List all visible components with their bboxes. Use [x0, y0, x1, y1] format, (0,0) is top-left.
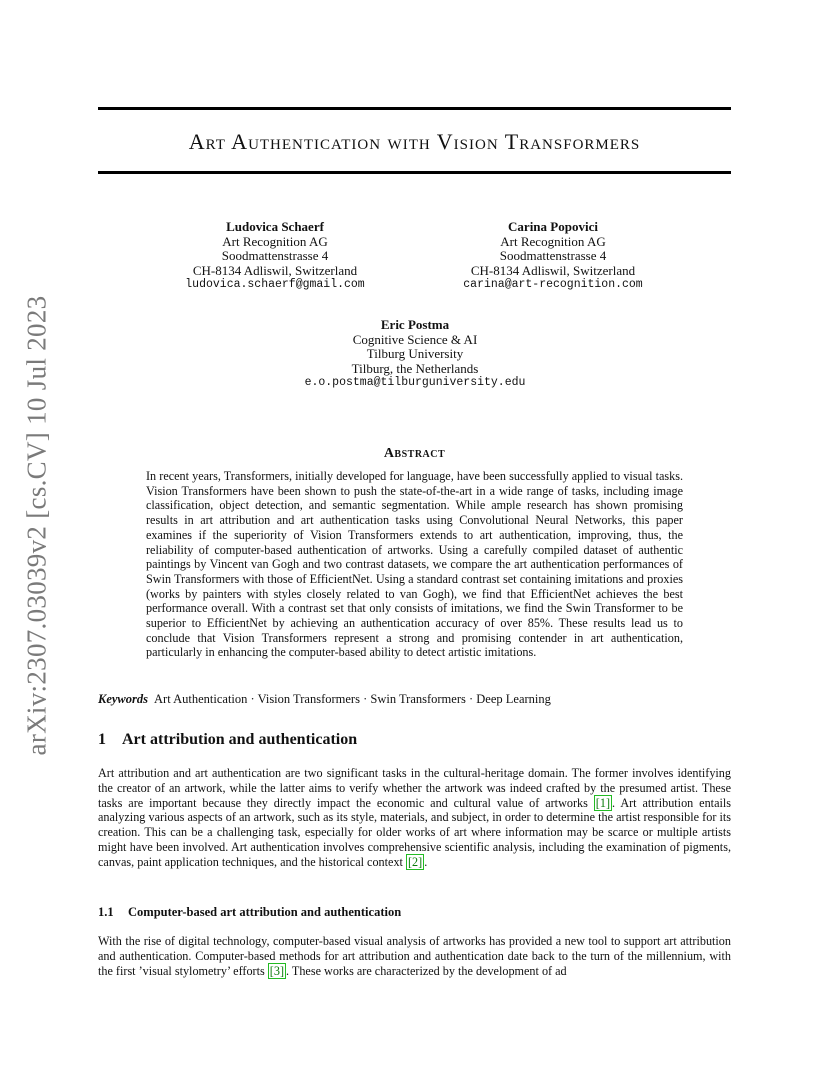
abstract-heading: Abstract — [383, 446, 446, 461]
author-block-2 — [448, 220, 658, 293]
author-street: Soodmattenstrasse 4 — [221, 248, 329, 264]
citation-link[interactable]: [2] — [407, 854, 423, 869]
section-number: 1 — [98, 731, 106, 748]
section-title: Art attribution and authentication — [122, 731, 358, 748]
paragraph-computer-based — [98, 934, 731, 978]
author-affiliation: Art Recognition AG — [222, 233, 328, 249]
subsection-heading — [98, 905, 401, 920]
paragraph-text: . — [424, 854, 428, 869]
author-street: Soodmattenstrasse 4 — [499, 248, 607, 264]
author-city: CH-8134 Adliswil, Switzerland — [470, 262, 636, 278]
citation-link[interactable]: [1] — [595, 795, 611, 810]
title-rule-top — [98, 107, 731, 110]
keywords-line — [98, 692, 731, 707]
author-email[interactable]: e.o.postma@tilburguniversity.edu — [304, 376, 526, 390]
keywords-list: Art Authentication · Vision Transformers · Swin Transformers · Deep Learning — [154, 692, 551, 706]
title-rule-bottom — [98, 171, 731, 174]
author-block-3 — [260, 318, 570, 391]
author-city: CH-8134 Adliswil, Switzerland — [192, 262, 358, 278]
author-email[interactable]: carina@art-recognition.com — [463, 278, 643, 292]
paragraph-text: . Art attribution entails analyzing various aspects of an artwork, such as its style, materials, and subject, in order to determine the artist responsible for its creation. This can be a challenging task, especially for older works of art where information may be scarce or multiple artists might have been involved. Art authentication involves comprehensive scientific analysis, including the examination of pigments, canvas, paint application techniques, and the historical context — [98, 795, 731, 869]
subsection-title: Computer-based art attribution and authentication — [128, 905, 402, 919]
author-name: Eric Postma — [380, 317, 450, 332]
paper-title: Art Authentication with Vision Transformers — [188, 129, 641, 154]
paragraph-intro — [98, 766, 731, 870]
subsection-number: 1.1 — [98, 905, 114, 919]
author-city: Tilburg, the Netherlands — [351, 360, 479, 376]
author-email[interactable]: ludovica.schaerf@gmail.com — [185, 278, 365, 292]
paragraph-text: . These works are characterized by the development of ad — [286, 963, 567, 978]
citation-link[interactable]: [3] — [269, 963, 285, 978]
author-street: Tilburg University — [366, 346, 464, 362]
author-name: Ludovica Schaerf — [226, 219, 324, 234]
author-affiliation: Cognitive Science & AI — [352, 331, 478, 347]
abstract-text: In recent years, Transformers, initially developed for language, have been successfully applied to visual tasks. Vision Transformers have been shown to push the state-of-the-art in a wide range of tasks, including image classification, object detection, and semantic segmentation. While ample research has shown promising results in art attribution and art authentication tasks using Convolutional Neural Networks, this paper examines if the superiority of Vision Transformers extends to art authentication, improving, thus, the reliability of computer-based authentication of artworks. Using a carefully compiled dataset of authentic paintings by Vincent van Gogh and two contrast datasets, we compare the art authentication performances of Swin Transformers with those of EfficientNet. Using a standard contrast set containing imitations and proxies (works by painters with styles closely related to van Gogh), we find that EfficientNet achieves the best performance overall. With a contrast set that only consists of imitations, we find the Swin Transformer to be superior to EfficientNet by achieving an authentication accuracy of over 85%. These results lead us to conclude that Vision Transformers represent a strong and promising contender in art authentication, particularly in enhancing the computer-based ability to detect artistic imitations. — [146, 469, 683, 660]
paragraph-text: With the rise of digital technology, computer-based visual analysis of artworks has provided a new tool to support art attribution and authentication. Computer-based methods for art attribution and authentication date back to the turn of the millennium, with the first ’visual stylometry’ efforts — [98, 934, 731, 978]
author-affiliation: Art Recognition AG — [500, 233, 606, 249]
author-block-1 — [170, 220, 380, 293]
arxiv-identifier-text: arXiv:2307.03039v2 [cs.CV] 10 Jul 2023 — [21, 295, 52, 755]
keywords-label: Keywords — [98, 692, 148, 706]
paragraph-text: Art attribution and art authentication are two significant tasks in the cultural-heritage domain. The former involves identifying the creator of an artwork, while the latter aims to verify whether the artwork was indeed crafted by the presumed artist. These tasks are important because they directly impact the economic and cultural value of artworks — [98, 766, 731, 810]
section-heading — [98, 731, 357, 749]
author-name: Carina Popovici — [508, 219, 598, 234]
arxiv-identifier — [17, 290, 57, 760]
